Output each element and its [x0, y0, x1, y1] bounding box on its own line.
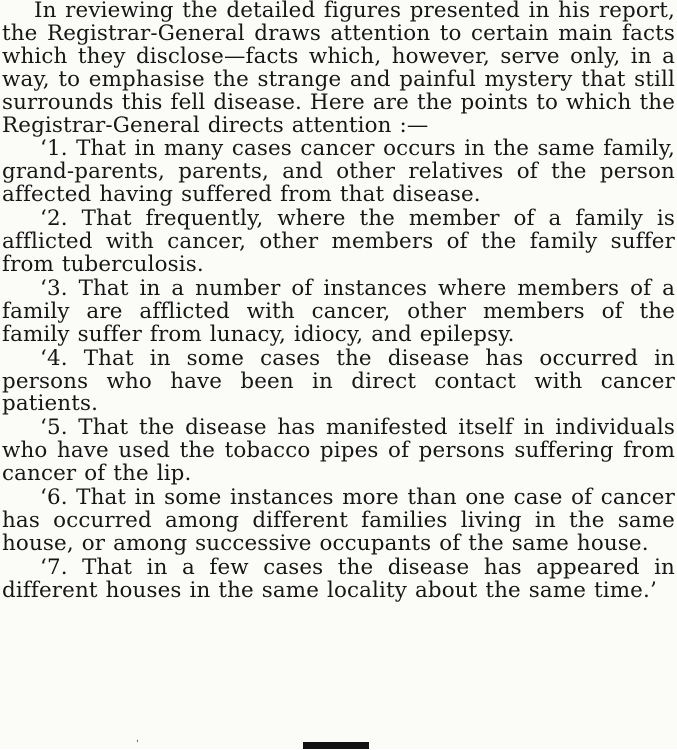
article-column — [2, 0, 675, 603]
point-4-paragraph: ‘4. That in some cases the disease has occurred in persons who have been in direct contact with cancer patients. — [2, 345, 675, 417]
point-7-paragraph: ‘7. That in a few cases the disease has appeared in different houses in the same locality about the same time.’ — [2, 554, 675, 603]
section-divider — [303, 742, 369, 749]
intro-paragraph: In reviewing the detailed figures presented in his report, the Registrar-General draws attention to certain main facts which they disclose—facts which, however, serve only, in a way, to emphasise the strange and painful mystery that still surrounds this fell disease. Here are the points to which the Registrar-General directs attention :— — [2, 0, 675, 138]
print-speck: ʼ — [135, 738, 143, 750]
point-3-paragraph: ‘3. That in a number of instances where members of a family are afflicted with cancer, other members of the family suffer from lunacy, idiocy, and epilepsy. — [2, 275, 675, 347]
point-2-paragraph: ‘2. That frequently, where the member of a family is afflicted with cancer, other members of the family suffer from tuberculosis. — [2, 206, 675, 277]
point-5-paragraph: ‘5. That the disease has manifested itself in individuals who have used the tobacco pipes of persons suffering from cancer of the lip. — [2, 415, 675, 487]
point-1-paragraph: ‘1. That in many cases cancer occurs in the same family, grand-parents, parents, and other relatives of the person affected having suffered from that disease. — [2, 136, 675, 208]
point-6-paragraph: ‘6. That in some instances more than one case of cancer has occurred among different families living in the same house, or among successive occupants of the same house. — [2, 485, 675, 556]
